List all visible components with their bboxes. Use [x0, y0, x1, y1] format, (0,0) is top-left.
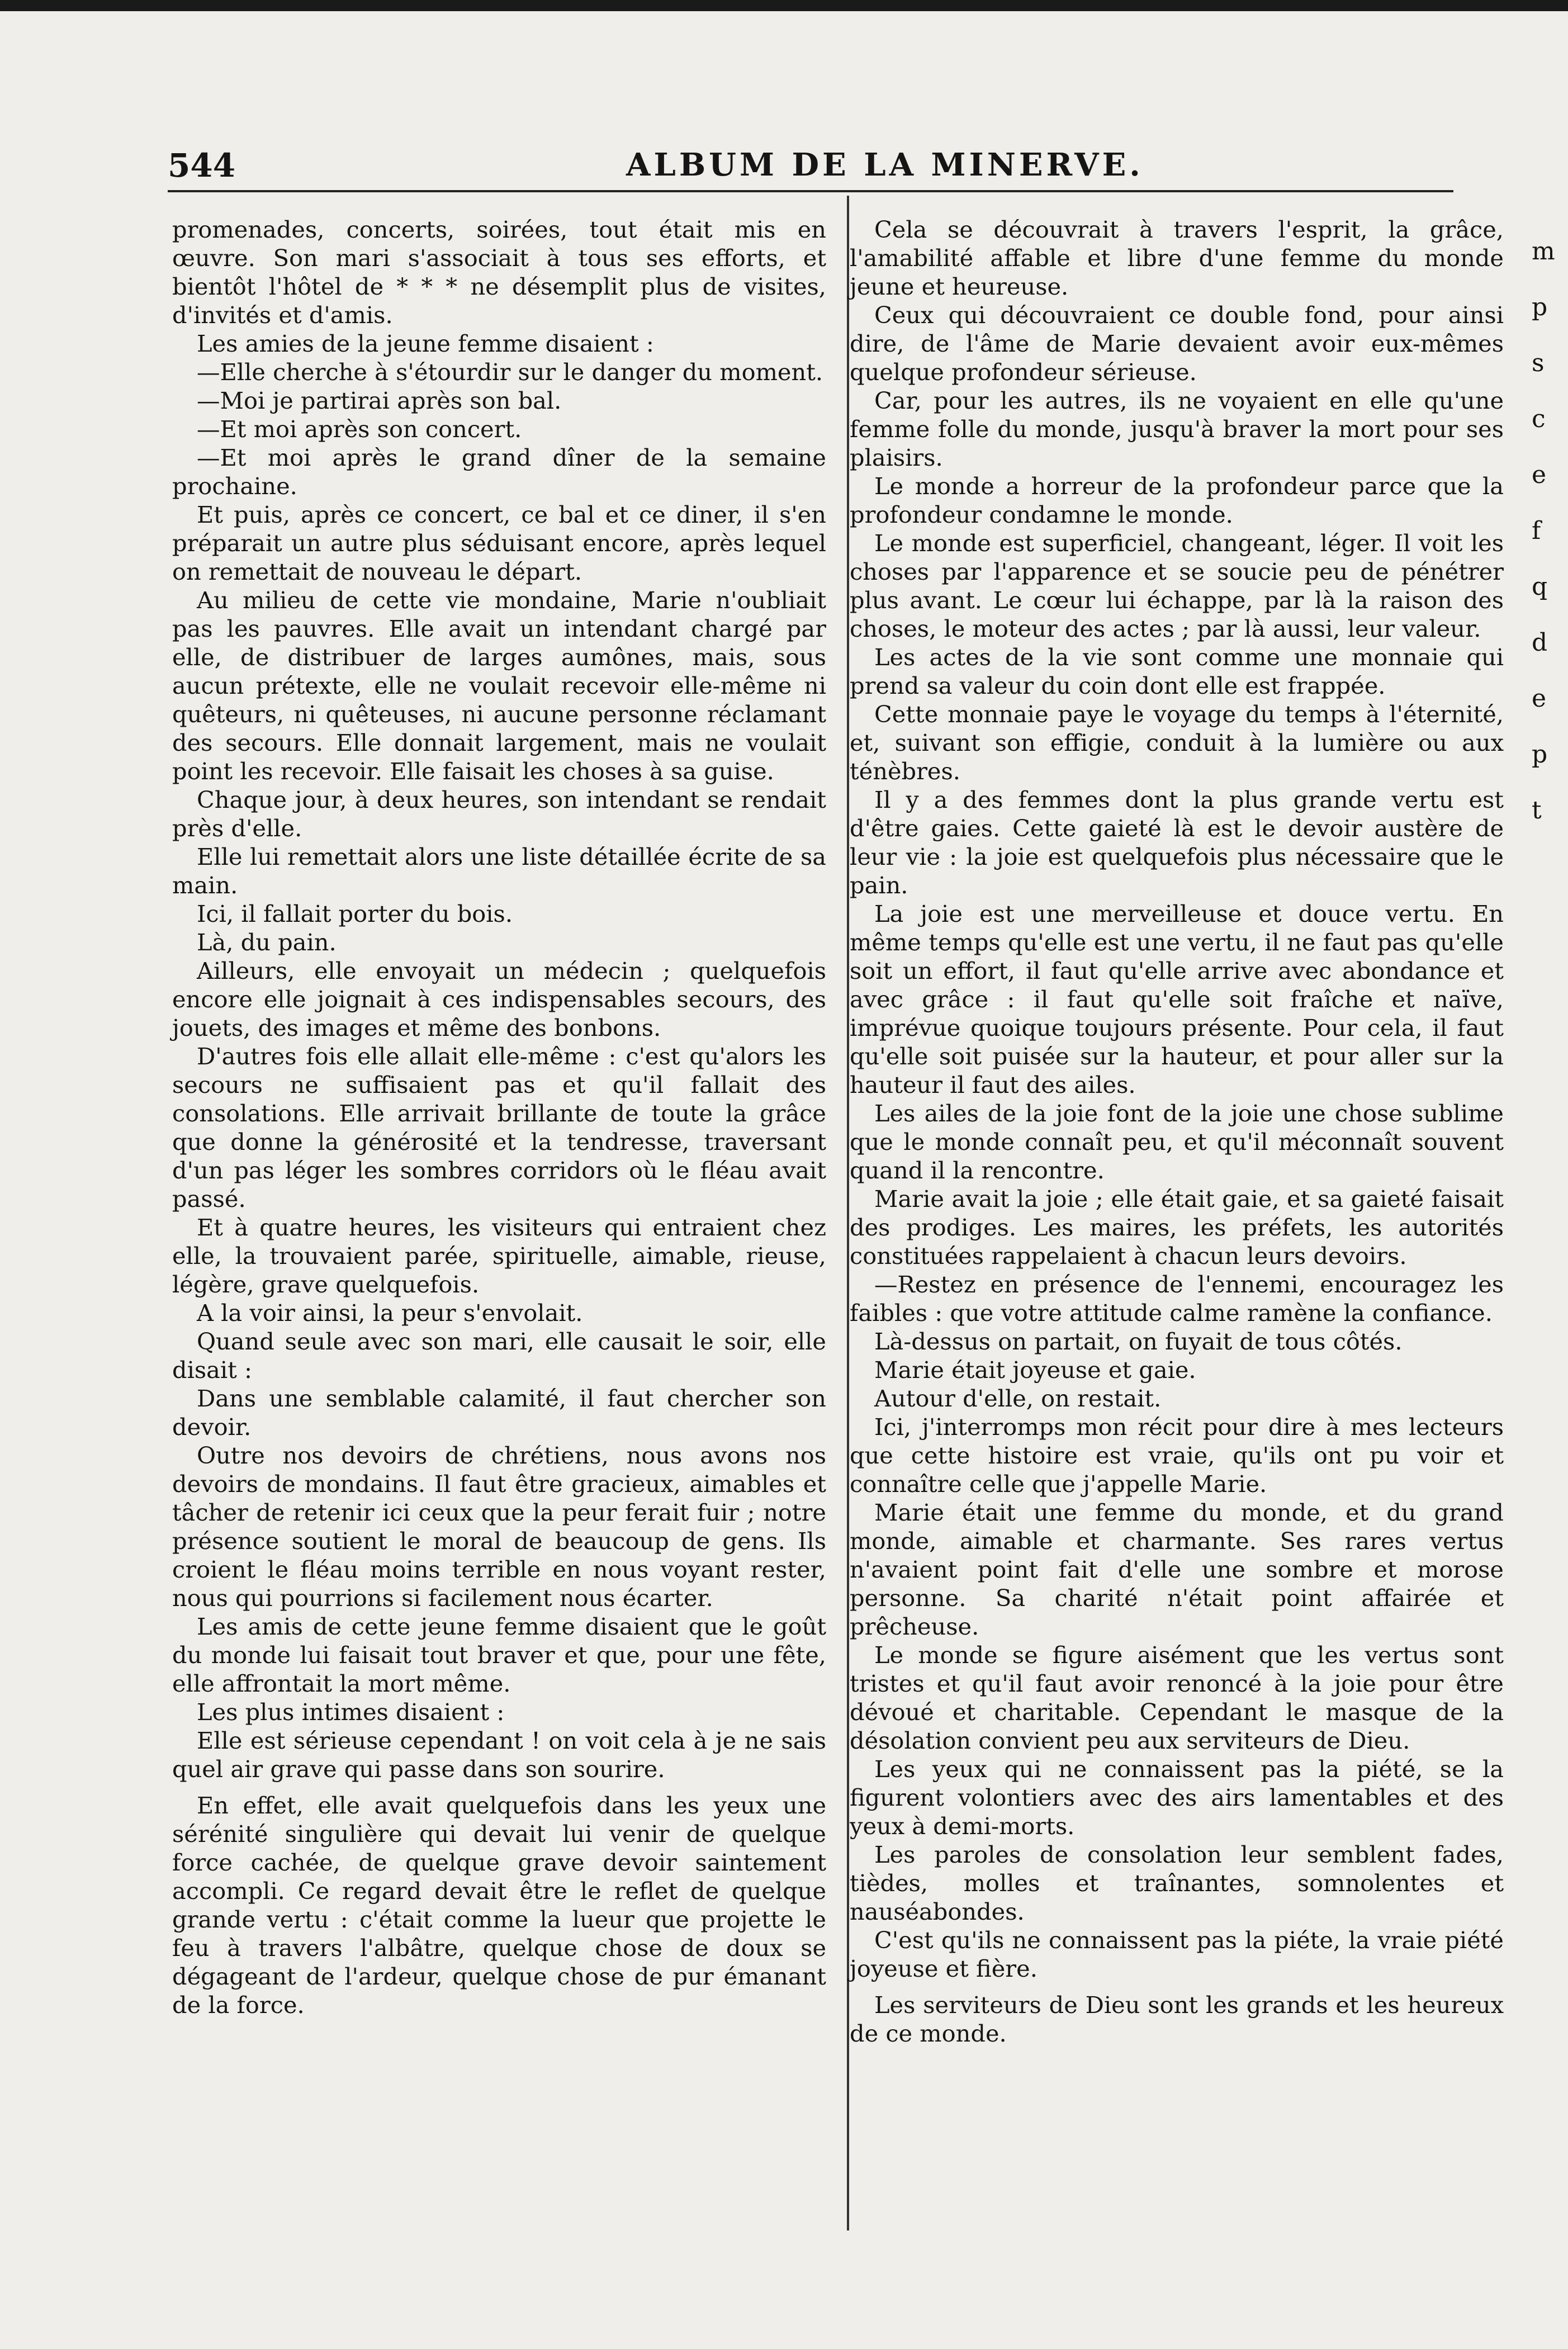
- paragraph: Au milieu de cette vie mondaine, Marie n'oubliait pas les pauvres. Elle avait un intendant chargé par elle, de distribuer de larges aumônes, mais, sous aucun prétexte, elle ne voulait recevoir elle-même ni quêteurs, ni quêteuses, ni aucune personne réclamant des secours. Elle donnait largement, mais ne voulait point les recevoir. Elle faisait les choses à sa guise.: [172, 586, 826, 785]
- fragment-letter: f: [1532, 517, 1541, 545]
- top-scan-border: [0, 0, 1568, 11]
- running-title: ALBUM DE LA MINERVE.: [626, 146, 1144, 183]
- fragment-letter: t: [1532, 796, 1542, 825]
- paragraph: —Elle cherche à s'étourdir sur le danger du moment.: [197, 358, 823, 386]
- paragraph: Les ailes de la joie font de la joie une chose sublime que le monde connaît peu, et qu'il méconnaît souvent quand il la rencontre.: [850, 1100, 1504, 1184]
- paragraph: Marie était joyeuse et gaie.: [874, 1356, 1196, 1384]
- page-number: 544: [168, 146, 236, 184]
- fragment-letter: c: [1532, 405, 1546, 433]
- paragraph: Les actes de la vie sont comme une monnaie qui prend sa valeur du coin dont elle est frappée.: [850, 643, 1504, 699]
- fragment-letter: e: [1532, 684, 1547, 713]
- paragraph: Le monde est superficiel, changeant, léger. Il voit les choses par l'apparence et se soucie peu de pénétrer plus avant. Le cœur lui échappe, par là la raison des choses, le moteur des actes ; par là aussi, leur valeur.: [850, 529, 1504, 642]
- paragraph: promenades, concerts, soirées, tout était mis en œuvre. Son mari s'associait à tous ses efforts, et bientôt l'hôtel de * * * ne désemplit plus de visites, d'invités et d'amis.: [172, 216, 826, 329]
- paragraph: Dans une semblable calamité, il faut chercher son devoir.: [172, 1385, 826, 1441]
- paragraph: Il y a des femmes dont la plus grande vertu est d'être gaies. Cette gaieté là est le devoir austère de leur vie : la joie est quelquefois plus nécessaire que le pain.: [850, 786, 1504, 899]
- paragraph: D'autres fois elle allait elle-même : c'est qu'alors les secours ne suffisaient pas et qu'il fallait des consolations. Elle arrivait brillante de toute la grâce que donne la générosité et la tendresse, traversant d'un pas léger les sombres corridors où le fléau avait passé.: [172, 1043, 826, 1213]
- header-rule: [168, 190, 1453, 192]
- paragraph: Le monde a horreur de la profondeur parce que la profondeur condamne le monde.: [850, 472, 1504, 528]
- left-column: [172, 215, 826, 2019]
- paragraph: —Et moi après son concert.: [197, 415, 522, 443]
- fragment-letter: e: [1532, 461, 1547, 489]
- right-column: [846, 215, 1504, 2048]
- paragraph: Les yeux qui ne connaissent pas la piété, se la figurent volontiers avec des airs lamentables et des yeux à demi-morts.: [850, 1755, 1504, 1840]
- fragment-letter: s: [1532, 349, 1545, 377]
- paragraph: Là, du pain.: [197, 929, 337, 956]
- paragraph: Elle est sérieuse cependant ! on voit cela à je ne sais quel air grave qui passe dans son sourire.: [172, 1727, 826, 1783]
- paragraph: —Moi je partirai après son bal.: [197, 387, 562, 414]
- adjacent-page-fragments: [1532, 224, 1565, 839]
- paragraph: Les paroles de consolation leur semblent fades, tièdes, molles et traînantes, somnolentes et nauséabondes.: [850, 1841, 1504, 1925]
- paragraph: Et puis, après ce concert, ce bal et ce diner, il s'en préparait un autre plus séduisant encore, après lequel on remettait de nouveau le départ.: [172, 501, 826, 585]
- paragraph: En effet, elle avait quelquefois dans les yeux une sérénité singulière qui devait lui venir de quelque force cachée, de quelque grave devoir saintement accompli. Ce regard devait être le reflet de quelque grande vertu : c'était comme la lueur que projette le feu à travers l'albâtre, quelque chose de doux se dégageant de l'ardeur, quelque chose de pur émanant de la force.: [172, 1792, 826, 2019]
- paragraph: Marie avait la joie ; elle était gaie, et sa gaieté faisait des prodiges. Les maires, les préfets, les autorités constituées rappelaient à chacun leurs devoirs.: [850, 1185, 1504, 1270]
- paragraph: Les amis de cette jeune femme disaient que le goût du monde lui faisait tout braver et que, pour une fête, elle affrontait la mort même.: [172, 1613, 826, 1697]
- paragraph: Cela se découvrait à travers l'esprit, la grâce, l'amabilité affable et libre d'une femme du monde jeune et heureuse.: [850, 216, 1504, 300]
- paragraph: Marie était une femme du monde, et du grand monde, aimable et charmante. Ses rares vertus n'avaient point fait d'elle une sombre et morose personne. Sa charité n'était point affairée et prêcheuse.: [850, 1499, 1504, 1640]
- fragment-letter: p: [1532, 293, 1548, 321]
- paragraph: Les serviteurs de Dieu sont les grands et les heureux de ce monde.: [850, 1991, 1504, 2047]
- fragment-letter: p: [1532, 740, 1548, 769]
- paragraph: Ici, il fallait porter du bois.: [197, 900, 513, 927]
- paragraph: Les amies de la jeune femme disaient :: [197, 330, 654, 357]
- paragraph: Chaque jour, à deux heures, son intendant se rendait près d'elle.: [172, 786, 826, 842]
- paragraph: Là-dessus on partait, on fuyait de tous côtés.: [874, 1328, 1403, 1355]
- paragraph: Cette monnaie paye le voyage du temps à l'éternité, et, suivant son effigie, conduit à la lumière ou aux ténèbres.: [850, 700, 1504, 785]
- paragraph: Ici, j'interromps mon récit pour dire à mes lecteurs que cette histoire est vraie, qu'ils ont pu voir et connaître celle que j'appelle Marie.: [850, 1413, 1504, 1498]
- paragraph: C'est qu'ils ne connaissent pas la piéte, la vraie piété joyeuse et fière.: [850, 1926, 1504, 1982]
- paragraph: Ailleurs, elle envoyait un médecin ; quelquefois encore elle joignait à ces indispensables secours, des jouets, des images et même des bonbons.: [172, 957, 826, 1041]
- paragraph: La joie est une merveilleuse et douce vertu. En même temps qu'elle est une vertu, il ne faut pas qu'elle soit un effort, il faut qu'elle arrive avec abondance et avec grâce : il faut qu'elle soit fraîche et naïve, imprévue quoique toujours présente. Pour cela, il faut qu'elle soit puisée sur la hauteur, et pour aller sur la hauteur il faut des ailes.: [850, 900, 1504, 1098]
- paragraph: —Et moi après le grand dîner de la semaine prochaine.: [172, 444, 826, 500]
- fragment-letter: m: [1532, 237, 1555, 266]
- paragraph: —Restez en présence de l'ennemi, encouragez les faibles : que votre attitude calme ramène la confiance.: [850, 1271, 1504, 1327]
- paragraph: Le monde se figure aisément que les vertus sont tristes et qu'il faut avoir renoncé à la joie pour être dévoué et charitable. Cependant le masque de la désolation convient peu aux serviteurs de Dieu.: [850, 1641, 1504, 1754]
- paragraph: Autour d'elle, on restait.: [874, 1385, 1162, 1412]
- paragraph: Car, pour les autres, ils ne voyaient en elle qu'une femme folle du monde, jusqu'à braver la mort pour ses plaisirs.: [850, 387, 1504, 471]
- paragraph: Et à quatre heures, les visiteurs qui entraient chez elle, la trouvaient parée, spirituelle, aimable, rieuse, légère, grave quelquefois.: [172, 1214, 826, 1298]
- paragraph: Quand seule avec son mari, elle causait le soir, elle disait :: [172, 1328, 826, 1384]
- paragraph: Ceux qui découvraient ce double fond, pour ainsi dire, de l'âme de Marie devaient avoir eux-mêmes quelque profondeur sérieuse.: [850, 301, 1504, 386]
- paragraph: Outre nos devoirs de chrétiens, nous avons nos devoirs de mondains. Il faut être gracieux, aimables et tâcher de retenir ici ceux que la peur ferait fuir ; notre présence soutient le moral de beaucoup de gens. Ils croient le fléau moins terrible en nous voyant rester, nous qui pourrions si facilement nous écarter.: [172, 1442, 826, 1612]
- fragment-letter: d: [1532, 628, 1548, 657]
- fragment-letter: q: [1532, 572, 1548, 601]
- page-header: [168, 146, 1465, 191]
- paragraph: Les plus intimes disaient :: [197, 1698, 505, 1726]
- paragraph: Elle lui remettait alors une liste détaillée écrite de sa main.: [172, 843, 826, 899]
- paragraph: A la voir ainsi, la peur s'envolait.: [197, 1299, 583, 1327]
